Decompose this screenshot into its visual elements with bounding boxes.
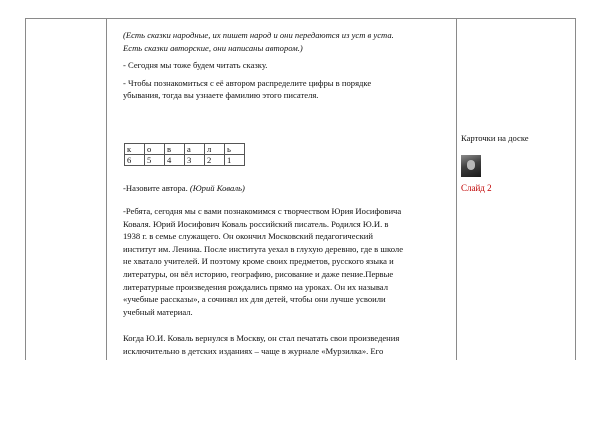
- line-to-meet-1: - Чтобы познакомиться с её автором распределите цифры в порядке: [123, 77, 372, 88]
- intro-italic-1: (Есть сказки народные, их пишет народ и они передаются из уст в уста.: [123, 30, 394, 40]
- name-author-line: [123, 182, 245, 195]
- column-divider-1: [106, 19, 107, 360]
- intro-italic-2: Есть сказки авторские, они написаны автором.): [123, 42, 303, 53]
- letter-cell: в: [165, 144, 185, 155]
- digit-cell: 4: [165, 155, 185, 166]
- letter-cell: а: [185, 144, 205, 155]
- line-today: - Сегодня мы тоже будем читать сказку.: [123, 60, 268, 71]
- letter-cell: о: [145, 144, 165, 155]
- digits-row: [125, 155, 245, 166]
- bio-line: «учебные рассказы», а сочинял их для детей, чтобы они лучше усвоили: [123, 294, 386, 305]
- bio-line: институт им. Ленина. После института уехал в глухую деревню, где в школе: [123, 243, 404, 254]
- digit-cell: 1: [225, 155, 245, 166]
- cards-label: Карточки на доске: [461, 133, 529, 143]
- name-author-prefix: -Назовите автора.: [123, 183, 188, 193]
- bio-line: -Ребята, сегодня мы с вами познакомимся с творчеством Юрия Иосифовича: [123, 206, 402, 216]
- line-to-meet-2: убывания, тогда вы узнаете фамилию этого писателя.: [123, 90, 319, 101]
- digit-cell: 3: [185, 155, 205, 166]
- visuals-column: [461, 132, 571, 193]
- letter-cell: к: [125, 144, 145, 155]
- bio-line: литературы, он вёл историю, географию, рисование и даже пение.Первые: [123, 268, 394, 279]
- slide-label: Слайд 2: [461, 182, 492, 193]
- return-line: исключительно в детских изданиях – чаще в журнале «Мурзилка». Его: [123, 345, 384, 356]
- letters-row: [125, 144, 245, 155]
- bio-line: литературные произведения рождались прямо на уроках. Он их называл: [123, 281, 388, 292]
- letter-cell: л: [205, 144, 225, 155]
- digit-cell: 5: [145, 155, 165, 166]
- bio-line: Коваля. Юрий Иосифович Коваль российский писатель. Родился Ю.И. в: [123, 218, 389, 229]
- letter-digit-table: [124, 143, 245, 166]
- digit-cell: 6: [125, 155, 145, 166]
- bio-line: учебный материал.: [123, 306, 193, 317]
- lesson-table: [25, 18, 576, 360]
- author-portrait: [461, 155, 481, 177]
- biography-paragraph: [123, 205, 483, 318]
- bio-line: не хватало учителей. И поэтому кроме своих предметов, русского языка и: [123, 256, 394, 267]
- bio-line: 1938 г. в семье служащего. Он окончил Московский педагогический: [123, 231, 373, 242]
- digit-cell: 2: [205, 155, 225, 166]
- return-line: Когда Ю.И. Коваль вернулся в Москву, он стал печатать свои произведения: [123, 333, 400, 343]
- return-paragraph: [123, 332, 483, 357]
- letter-cell: ь: [225, 144, 245, 155]
- name-author-answer: (Юрий Коваль): [189, 183, 245, 193]
